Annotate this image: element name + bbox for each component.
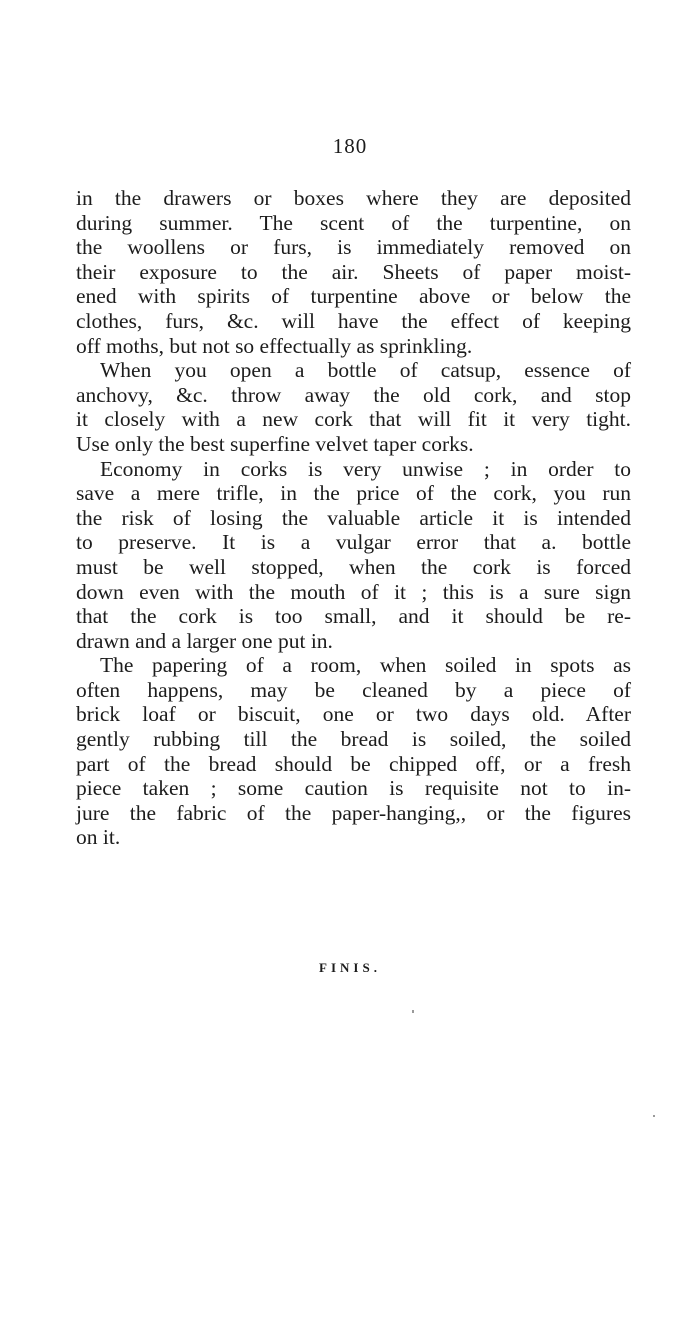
text-line: that the cork is too small, and it should be re- xyxy=(76,604,631,629)
text-line: it closely with a new cork that will fit it very tight. xyxy=(76,407,631,432)
text-line: jure the fabric of the paper-hanging,, or the figures xyxy=(76,800,631,825)
text-line: drawn and a larger one put in. xyxy=(76,628,333,653)
text-line: part of the bread should be chipped off, or a fresh xyxy=(76,751,631,776)
finis-label: FINIS. xyxy=(319,960,381,975)
text-line: often happens, may be cleaned by a piece of xyxy=(76,677,631,702)
body-text xyxy=(76,186,631,850)
text-line: Use only the best superfine velvet taper corks. xyxy=(76,431,474,456)
page-speck xyxy=(653,1115,655,1117)
text-line: down even with the mouth of it ; this is a sure sign xyxy=(76,579,631,604)
text-line: ened with spirits of turpentine above or below the xyxy=(76,284,631,309)
text-line: the risk of losing the valuable article it is intended xyxy=(76,505,631,530)
text-line: during summer. The scent of the turpentine, on xyxy=(76,210,631,235)
text-line: When you open a bottle of catsup, essence of xyxy=(100,358,631,383)
text-line: piece taken ; some caution is requisite not to in- xyxy=(76,776,631,801)
text-line: brick loaf or biscuit, one or two days old. After xyxy=(76,702,631,727)
text-line: gently rubbing till the bread is soiled, the soiled xyxy=(76,727,631,752)
text-line: clothes, furs, &c. will have the effect of keeping xyxy=(76,308,631,333)
text-line: to preserve. It is a vulgar error that a. bottle xyxy=(76,530,631,555)
text-line: the woollens or furs, is immediately removed on xyxy=(76,235,631,260)
page-speck xyxy=(412,1010,414,1013)
text-line: on it. xyxy=(76,825,121,850)
text-line: anchovy, &c. throw away the old cork, and stop xyxy=(76,382,631,407)
text-line: must be well stopped, when the cork is forced xyxy=(76,554,631,579)
text-line: Economy in corks is very unwise ; in order to xyxy=(100,456,631,481)
page-number: 180 xyxy=(332,134,368,158)
text-line: their exposure to the air. Sheets of paper moist- xyxy=(76,259,631,284)
text-line: save a mere trifle, in the price of the cork, you run xyxy=(76,481,631,506)
text-line: in the drawers or boxes where they are deposited xyxy=(76,186,631,210)
text-line: off moths, but not so effectually as sprinkling. xyxy=(76,333,473,358)
text-line: The papering of a room, when soiled in spots as xyxy=(100,653,631,678)
